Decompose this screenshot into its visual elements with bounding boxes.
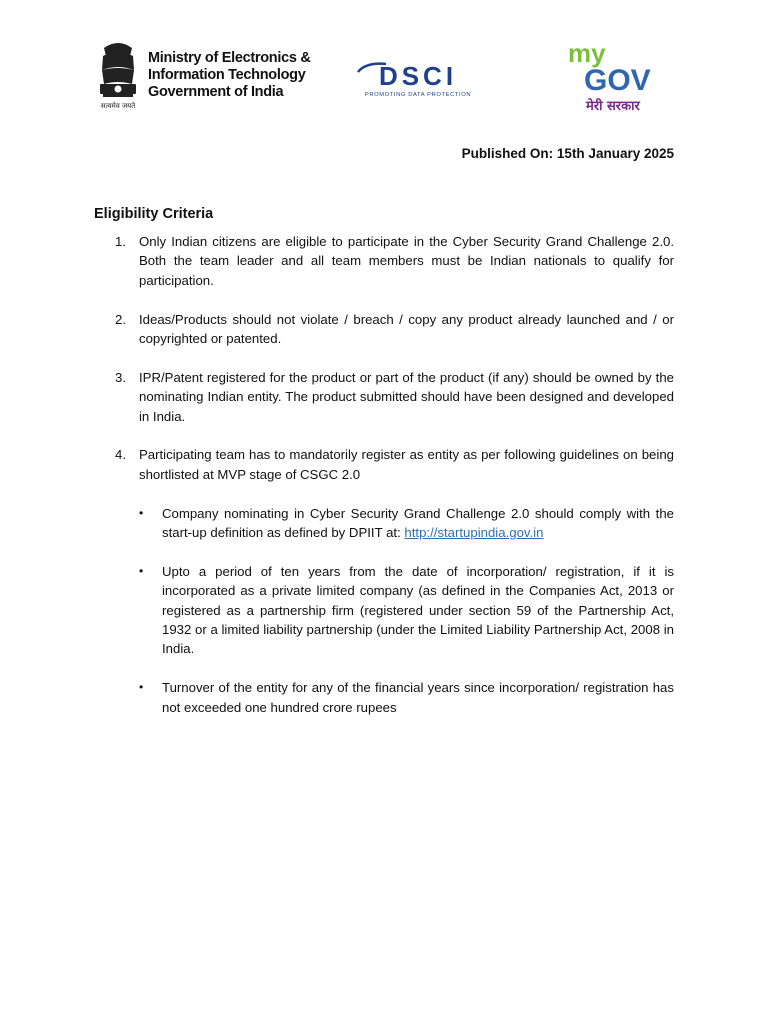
criteria-number: 2.	[115, 311, 126, 327]
ministry-line-2: Information Technology	[148, 67, 306, 83]
mygov-logo	[564, 40, 668, 116]
criteria-text: Ideas/Products should not violate / breach / copy any product already launched and / or copyrighted or patented.	[139, 311, 674, 347]
guideline-item	[139, 562, 674, 659]
published-date: Published On: 15th January 2025	[461, 146, 674, 161]
startupindia-link[interactable]: http://startupindia.gov.in	[404, 525, 544, 541]
mygov-tagline: मेरी सरकार	[586, 99, 640, 114]
bullet-icon: •	[139, 680, 144, 695]
criteria-number: 4.	[115, 447, 126, 463]
criteria-item	[94, 368, 674, 426]
emblem-motto: सत्यमेव जयते	[100, 102, 136, 110]
criteria-item	[94, 232, 674, 290]
criteria-list	[94, 232, 674, 717]
criteria-text: IPR/Patent registered for the product or part of the product (if any) should be owned by the nominating Indian entity. The product submitted should have been designed and developed in India.	[139, 369, 674, 424]
guideline-item	[139, 678, 674, 717]
national-emblem-icon	[94, 40, 142, 112]
document-header	[0, 0, 768, 130]
ministry-line-3: Government of India	[148, 84, 284, 100]
mygov-my: my	[568, 40, 606, 68]
bullet-icon: •	[139, 505, 144, 520]
ministry-line-1: Ministry of Electronics &	[148, 50, 311, 66]
criteria-item	[94, 445, 674, 717]
dsci-logo	[356, 58, 480, 102]
guideline-text: Upto a period of ten years from the date of incorporation/ registration, if it is incorporated as a private limited company (as defined in the Companies Act, 2013 or registered as a partnership firm (registered under section 59 of the Partnership Act, 1932 or a limited liability partnership (under the Limited Liability Partnership Act, 2008 in India.	[162, 563, 674, 657]
registration-guidelines-list	[139, 504, 674, 717]
dsci-wordmark: DSCI	[378, 61, 458, 91]
eligibility-section	[94, 206, 674, 736]
criteria-text: Only Indian citizens are eligible to participate in the Cyber Security Grand Challenge 2.0. Both the team leader and all team members must be Indian nationals to qualify for participation.	[139, 234, 674, 288]
meity-logo	[94, 40, 314, 116]
criteria-item	[94, 310, 674, 349]
criteria-number: 1.	[115, 234, 126, 249]
dsci-tagline: PROMOTING DATA PROTECTION	[364, 92, 472, 98]
guideline-text: Company nominating in Cyber Security Grand Challenge 2.0 should comply with the start-up definition as defined by DPIIT at:	[162, 505, 674, 541]
guideline-text: Turnover of the entity for any of the financial years since incorporation/ registration has not exceeded one hundred crore rupees	[162, 680, 674, 715]
mygov-gov: GOV	[584, 64, 651, 97]
criteria-text: Participating team has to mandatorily register as entity as per following guidelines on being shortlisted at MVP stage of CSGC 2.0	[139, 447, 674, 482]
guideline-item	[139, 504, 674, 543]
section-title: Eligibility Criteria	[94, 206, 214, 222]
criteria-number: 3.	[115, 369, 126, 385]
bullet-icon: •	[139, 563, 144, 578]
ministry-name	[148, 50, 311, 101]
